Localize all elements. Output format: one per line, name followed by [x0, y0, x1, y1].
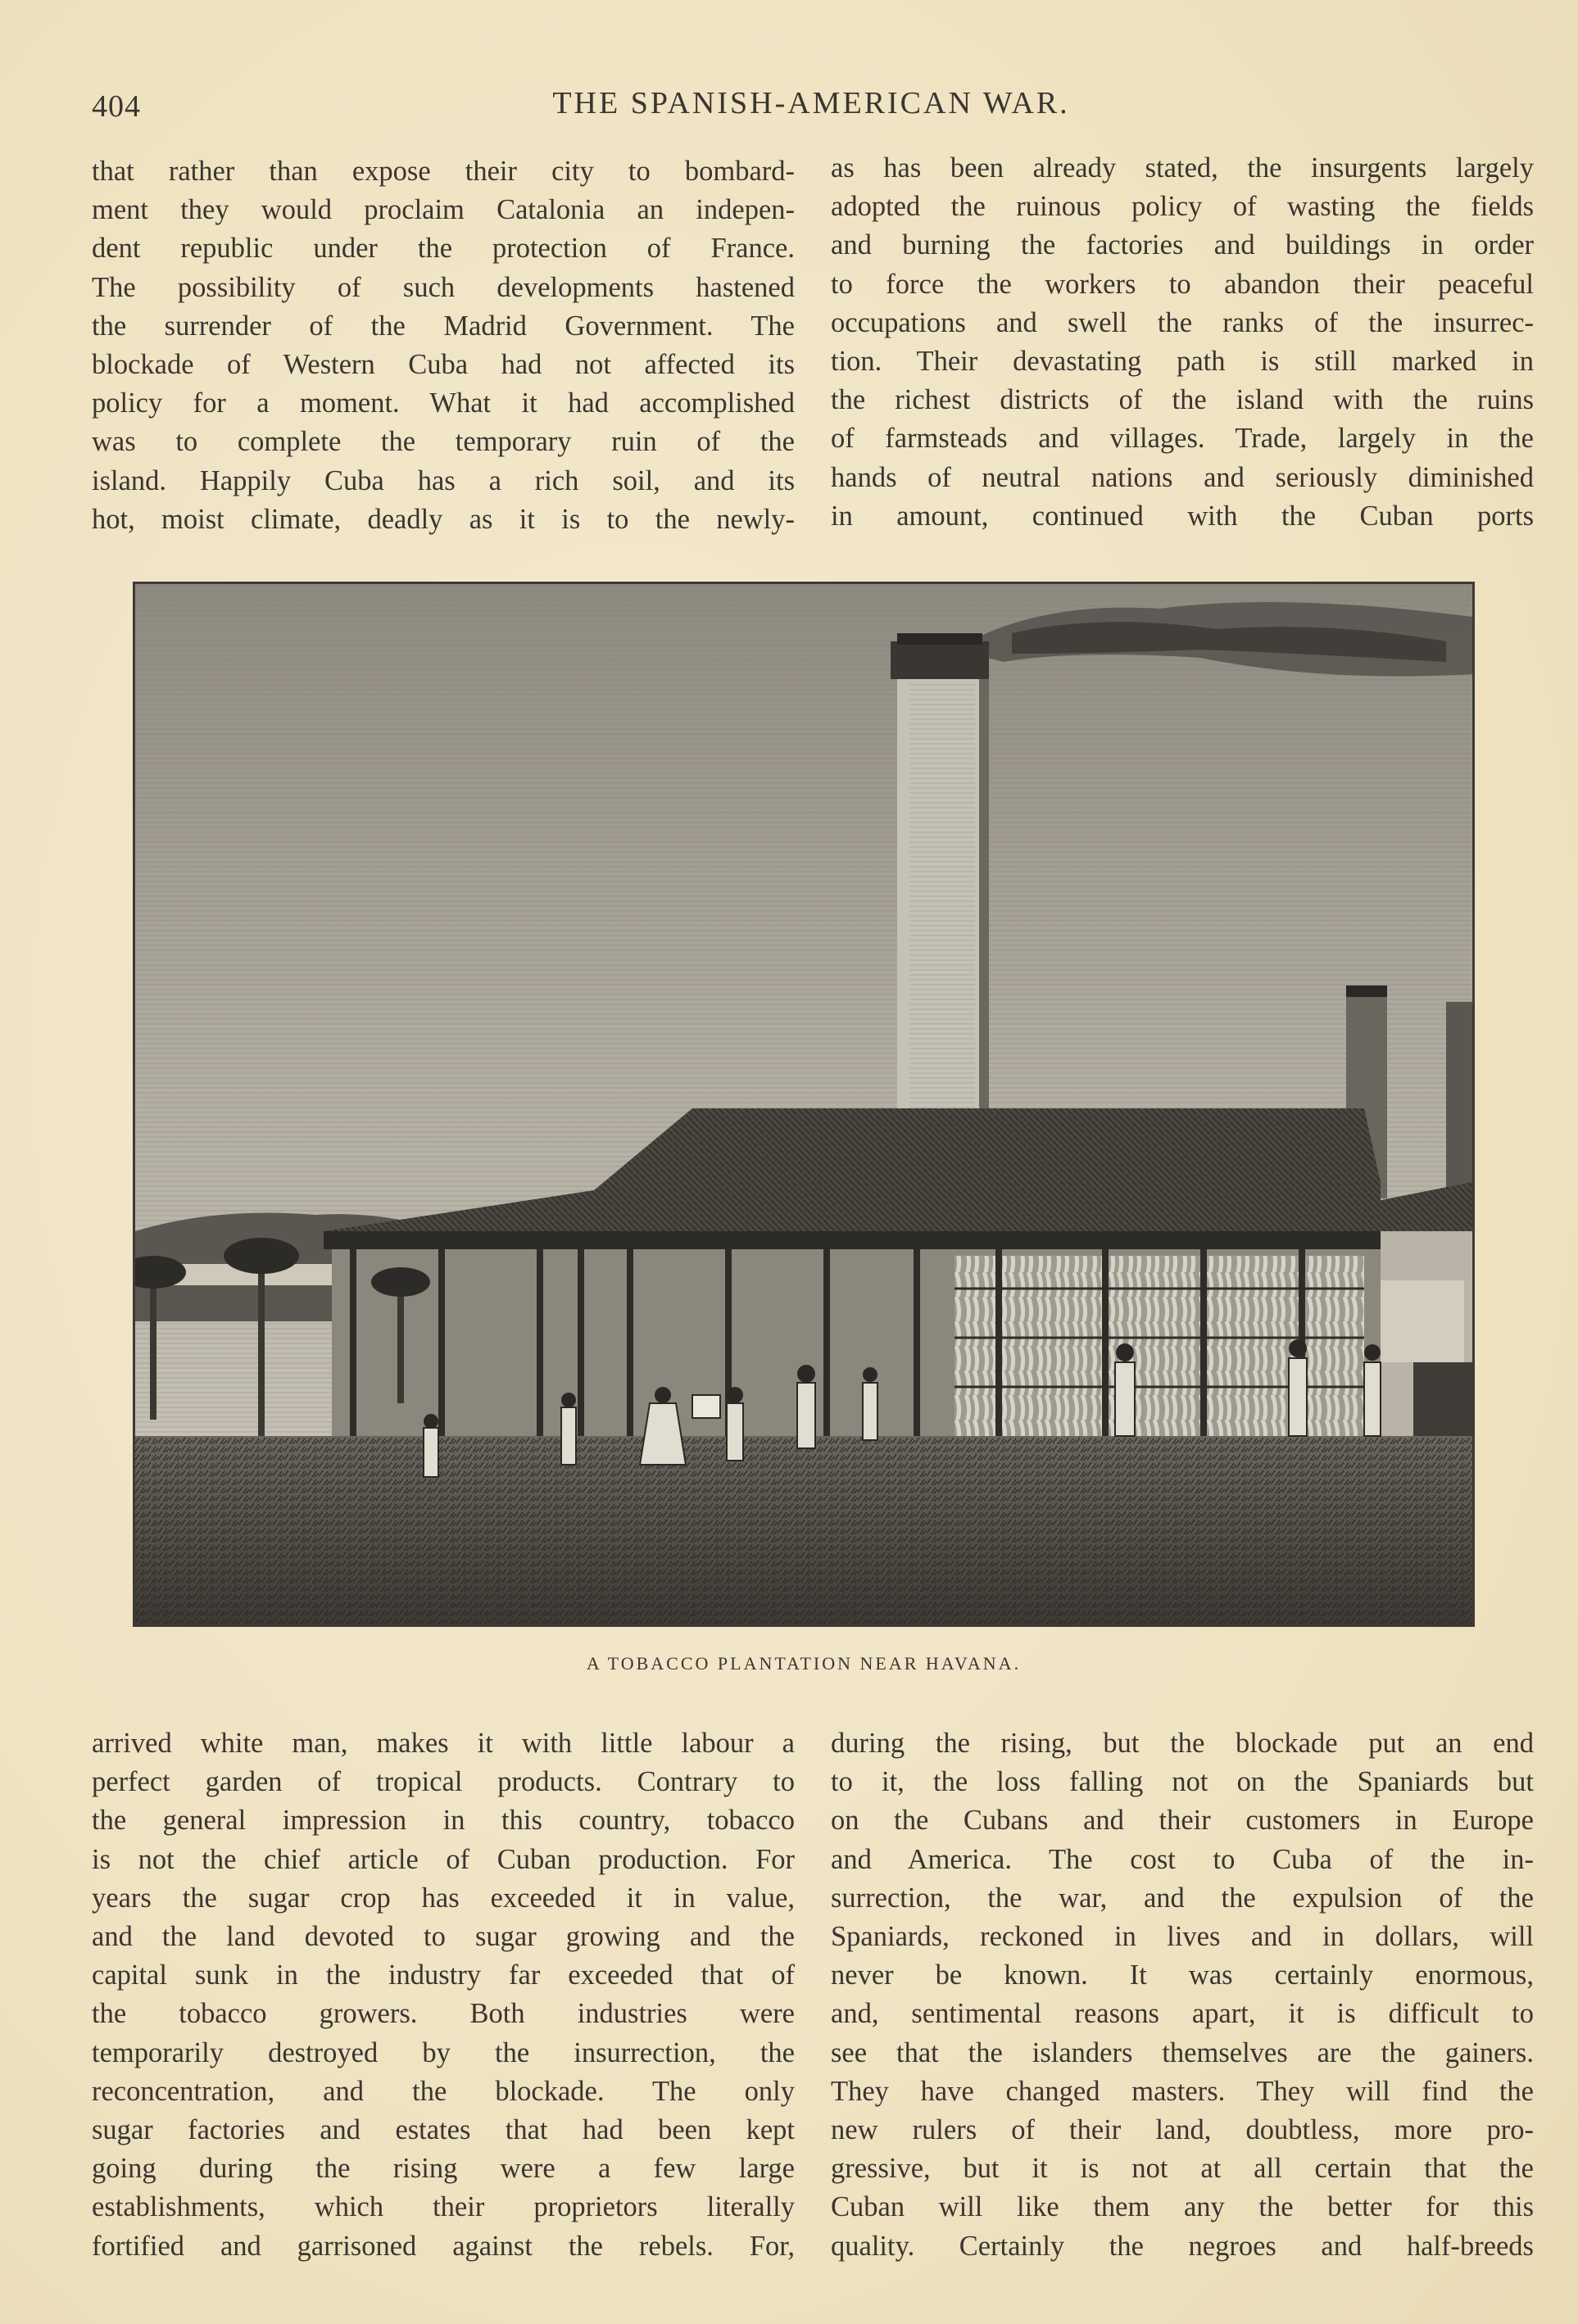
text-line: never be known. It was certainly enormous, [831, 1959, 1534, 1991]
text-line: and the land devoted to sugar growing and the [92, 1921, 795, 1953]
text-line: policy for a moment. What it had accomplished [92, 387, 795, 419]
text-line: adopted the ruinous policy of wasting the fields [831, 191, 1534, 223]
text-line: island. Happily Cuba has a rich soil, and its [92, 464, 795, 496]
text-line: capital sunk in the industry far exceeded that of [92, 1959, 795, 1991]
text-line: was to complete the temporary ruin of the [92, 426, 795, 458]
text-line: of farmsteads and villages. Trade, largely in the [831, 423, 1534, 455]
text-line: and, sentimental reasons apart, it is difficult to [831, 1998, 1534, 2030]
text-line: perfect garden of tropical products. Contrary to [92, 1766, 795, 1798]
text-line: Spaniards, reckoned in lives and in dollars, will [831, 1921, 1534, 1953]
text-column-top-right [831, 149, 1534, 536]
text-column-top-left [92, 152, 795, 539]
text-line: ment they would proclaim Catalonia an indepen- [92, 194, 795, 226]
text-line: The possibility of such developments hastened [92, 271, 795, 303]
text-line: in amount, continued with the Cuban ports [831, 500, 1534, 532]
page-number: 404 [92, 89, 141, 124]
text-line: Cuban will like them any the better for this [831, 2191, 1534, 2223]
text-line: on the Cubans and their customers in Europe [831, 1805, 1534, 1837]
running-title: THE SPANISH-AMERICAN WAR. [552, 86, 1070, 120]
text-line: going during the rising were a few large [92, 2153, 795, 2185]
text-line: the richest districts of the island with the ruins [831, 384, 1534, 416]
text-line: the general impression in this country, tobacco [92, 1805, 795, 1837]
text-line: dent republic under the protection of France. [92, 233, 795, 265]
text-line: arrived white man, makes it with little labour a [92, 1728, 795, 1759]
text-line: hands of neutral nations and seriously diminished [831, 461, 1534, 493]
figure-caption: A TOBACCO PLANTATION NEAR HAVANA. [586, 1653, 1022, 1674]
text-line: gressive, but it is not at all certain that the [831, 2153, 1534, 2185]
text-line: that rather than expose their city to bombard- [92, 156, 795, 187]
text-line: during the rising, but the blockade put an end [831, 1728, 1534, 1759]
text-line: see that the islanders themselves are the gainers. [831, 2036, 1534, 2068]
text-line: surrection, the war, and the expulsion of the [831, 1882, 1534, 1914]
text-line: the tobacco growers. Both industries were [92, 1998, 795, 2030]
text-line: and burning the factories and buildings in order [831, 229, 1534, 261]
text-line: They have changed masters. They will find the [831, 2075, 1534, 2107]
text-line: quality. Certainly the negroes and half-breeds [831, 2230, 1534, 2262]
text-line: blockade of Western Cuba had not affected its [92, 349, 795, 381]
text-line: occupations and swell the ranks of the insurrec- [831, 306, 1534, 338]
text-line: and America. The cost to Cuba of the in- [831, 1843, 1534, 1875]
text-line: temporarily destroyed by the insurrection, the [92, 2036, 795, 2068]
text-line: to force the workers to abandon their peaceful [831, 268, 1534, 300]
engraving-image [135, 584, 1472, 1624]
text-line: reconcentration, and the blockade. The only [92, 2075, 795, 2107]
text-column-bottom-left [92, 1724, 795, 2266]
text-line: tion. Their devastating path is still marked in [831, 346, 1534, 378]
plantation-illustration [133, 582, 1475, 1627]
text-line: is not the chief article of Cuban production. For [92, 1843, 795, 1875]
text-line: years the sugar crop has exceeded it in value, [92, 1882, 795, 1914]
text-line: fortified and garrisoned against the rebels. For, [92, 2230, 795, 2262]
text-line: sugar factories and estates that had been kept [92, 2114, 795, 2146]
text-line: as has been already stated, the insurgents largely [831, 152, 1534, 183]
text-line: to it, the loss falling not on the Spaniards but [831, 1766, 1534, 1798]
text-line: new rulers of their land, doubtless, more pro- [831, 2114, 1534, 2146]
text-line: establishments, which their proprietors literally [92, 2191, 795, 2223]
text-line: the surrender of the Madrid Government. The [92, 310, 795, 342]
text-column-bottom-right [831, 1724, 1534, 2266]
text-line: hot, moist climate, deadly as it is to the newly- [92, 503, 795, 535]
